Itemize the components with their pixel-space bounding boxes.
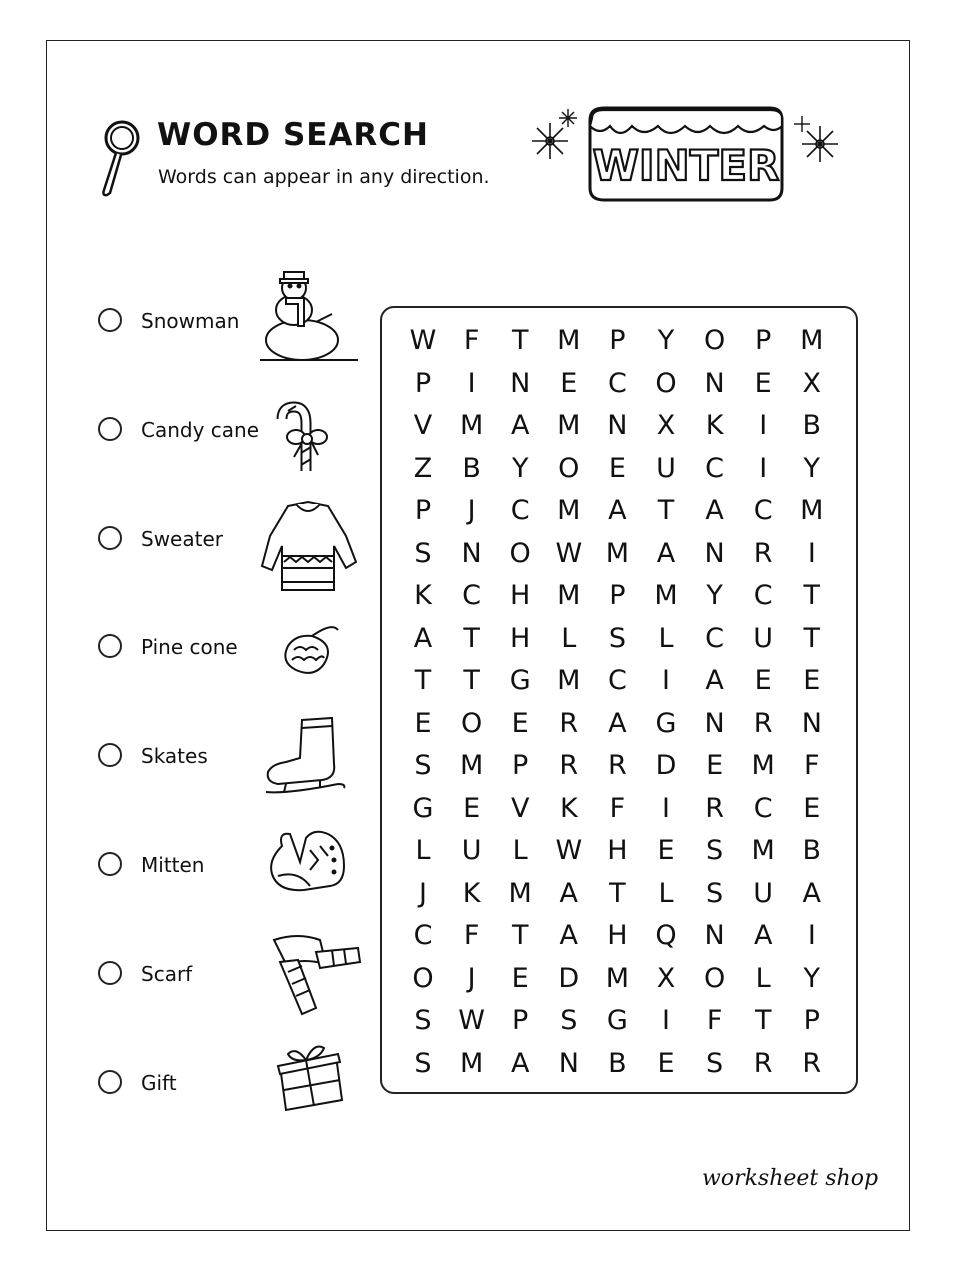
grid-letter[interactable]: E: [463, 792, 481, 824]
grid-letter[interactable]: S: [414, 537, 432, 569]
grid-letter[interactable]: X: [656, 962, 676, 994]
grid-letter[interactable]: S: [608, 622, 626, 654]
grid-letter[interactable]: M: [557, 495, 581, 526]
grid-letter[interactable]: P: [512, 1005, 529, 1036]
grid-row: [399, 788, 839, 830]
grid-letter[interactable]: E: [560, 367, 578, 399]
word-label: Skates: [141, 744, 208, 768]
grid-letter[interactable]: S: [414, 1047, 432, 1079]
grid-letter[interactable]: C: [705, 622, 725, 654]
grid-letter[interactable]: C: [753, 792, 773, 824]
grid-letter[interactable]: G: [655, 707, 677, 739]
grid-letter[interactable]: M: [557, 325, 581, 356]
winter-badge: [520, 96, 850, 206]
grid-row: [399, 363, 839, 405]
gift-icon: [258, 1038, 362, 1138]
grid-letter[interactable]: T: [609, 877, 626, 909]
word-item-pine-cone[interactable]: [98, 627, 278, 667]
grid-letter[interactable]: L: [658, 622, 674, 654]
grid-letter[interactable]: P: [803, 1005, 820, 1036]
grid-letter[interactable]: I: [759, 452, 768, 484]
word-label: Sweater: [141, 527, 223, 551]
grid-letter[interactable]: B: [462, 452, 481, 484]
grid-letter[interactable]: N: [510, 367, 531, 399]
grid-row: [399, 533, 839, 575]
grid-row: [399, 1043, 839, 1085]
grid-letter[interactable]: E: [803, 665, 821, 696]
grid-letter[interactable]: F: [706, 1005, 723, 1036]
grid-letter[interactable]: J: [467, 495, 476, 526]
grid-letter[interactable]: M: [605, 962, 630, 994]
grid-letter[interactable]: S: [414, 1005, 432, 1036]
grid-letter[interactable]: I: [662, 1005, 670, 1036]
grid-letter[interactable]: X: [802, 367, 822, 399]
grid-letter[interactable]: N: [461, 537, 482, 569]
grid-row: [399, 745, 839, 787]
grid-letter[interactable]: M: [459, 750, 484, 781]
grid-row: [399, 618, 839, 660]
grid-letter[interactable]: Y: [511, 452, 529, 484]
grid-letter[interactable]: S: [706, 1047, 724, 1079]
grid-letter[interactable]: Q: [655, 920, 677, 951]
grid-letter[interactable]: R: [802, 1047, 822, 1079]
snowflake-icon: [794, 116, 810, 132]
grid-letter[interactable]: R: [608, 750, 627, 781]
magnifying-glass-icon: [94, 118, 144, 198]
word-checkbox[interactable]: [98, 417, 122, 441]
word-checkbox[interactable]: [98, 634, 122, 658]
grid-letter[interactable]: K: [559, 792, 578, 824]
grid-letter[interactable]: R: [753, 537, 773, 569]
grid-letter[interactable]: C: [607, 665, 627, 696]
grid-letter[interactable]: K: [414, 580, 432, 611]
grid-letter[interactable]: C: [705, 452, 725, 484]
grid-letter[interactable]: F: [463, 325, 480, 356]
word-label: Snowman: [141, 309, 240, 333]
word-checkbox[interactable]: [98, 1070, 122, 1094]
grid-row: [399, 873, 839, 915]
grid-letter[interactable]: K: [462, 877, 481, 909]
grid-letter[interactable]: M: [557, 665, 581, 696]
grid-letter[interactable]: A: [705, 495, 724, 526]
grid-letter[interactable]: I: [467, 367, 476, 399]
grid-letter[interactable]: A: [705, 665, 724, 696]
word-item-candy-cane[interactable]: [98, 410, 278, 450]
grid-letter[interactable]: N: [558, 1047, 579, 1079]
grid-letter[interactable]: H: [510, 580, 531, 611]
grid-letter[interactable]: Y: [657, 325, 675, 356]
grid-letter[interactable]: N: [704, 367, 725, 399]
page-title: WORD SEARCH: [157, 117, 430, 153]
grid-letter[interactable]: A: [656, 537, 676, 569]
grid-letter[interactable]: A: [510, 1047, 530, 1079]
grid-letter[interactable]: E: [657, 1047, 675, 1079]
grid-letter[interactable]: O: [460, 707, 483, 739]
snowflake-icon: [802, 126, 838, 162]
grid-letter[interactable]: T: [754, 1005, 772, 1036]
grid-row: [399, 320, 839, 362]
grid-letter[interactable]: N: [607, 410, 628, 441]
grid-letter[interactable]: M: [557, 580, 581, 611]
grid-letter[interactable]: I: [662, 665, 670, 696]
grid-letter[interactable]: L: [755, 962, 771, 994]
grid-letter[interactable]: T: [511, 325, 529, 356]
grid-letter[interactable]: H: [607, 920, 628, 951]
grid-row: [399, 575, 839, 617]
grid-letter[interactable]: M: [800, 325, 824, 356]
grid-letter[interactable]: N: [704, 707, 725, 739]
grid-letter[interactable]: E: [511, 707, 529, 739]
skate-icon: [258, 712, 362, 812]
grid-letter[interactable]: V: [413, 410, 433, 441]
grid-letter[interactable]: L: [512, 835, 528, 866]
grid-letter[interactable]: T: [414, 665, 432, 696]
grid-letter[interactable]: O: [703, 962, 726, 994]
snowflake-icon: [532, 123, 568, 159]
grid-row: [399, 1000, 839, 1042]
word-label: Candy cane: [141, 418, 260, 442]
grid-letter[interactable]: F: [463, 920, 480, 951]
word-item-mitten[interactable]: [98, 845, 278, 885]
grid-letter[interactable]: E: [754, 367, 772, 399]
grid-letter[interactable]: M: [751, 835, 775, 866]
grid-letter[interactable]: I: [662, 792, 670, 824]
scarf-icon: [258, 928, 362, 1028]
grid-letter[interactable]: P: [414, 367, 432, 399]
page-subtitle: Words can appear in any direction.: [158, 166, 490, 188]
grid-letter[interactable]: E: [608, 452, 626, 484]
grid-letter[interactable]: O: [703, 325, 726, 356]
grid-letter[interactable]: E: [803, 792, 821, 824]
grid-letter[interactable]: K: [705, 410, 724, 441]
word-item-gift[interactable]: [98, 1063, 278, 1103]
grid-letter[interactable]: L: [561, 622, 577, 654]
word-item-sweater[interactable]: [98, 519, 278, 559]
grid-letter[interactable]: R: [559, 750, 579, 781]
grid-letter[interactable]: X: [656, 410, 676, 441]
grid-letter[interactable]: E: [657, 835, 675, 866]
grid-letter[interactable]: J: [419, 877, 427, 909]
grid-letter[interactable]: A: [753, 920, 773, 951]
grid-letter[interactable]: L: [415, 835, 431, 866]
grid-letter[interactable]: G: [606, 1005, 628, 1036]
grid-letter[interactable]: Y: [706, 580, 723, 611]
grid-letter[interactable]: I: [759, 410, 768, 441]
grid-letter[interactable]: G: [509, 665, 531, 696]
grid-letter[interactable]: M: [557, 410, 581, 441]
grid-letter[interactable]: T: [657, 495, 675, 526]
candy-cane-icon: [258, 393, 362, 493]
grid-letter[interactable]: B: [608, 1047, 627, 1079]
grid-letter[interactable]: F: [609, 792, 626, 824]
grid-letter[interactable]: D: [558, 962, 580, 994]
word-item-scarf[interactable]: [98, 954, 278, 994]
pine-cone-icon: [258, 606, 362, 706]
grid-letter[interactable]: S: [706, 835, 724, 866]
grid-letter[interactable]: I: [807, 537, 816, 569]
grid-letter[interactable]: S: [706, 877, 724, 909]
grid-letter[interactable]: M: [605, 537, 630, 569]
grid-letter[interactable]: E: [414, 707, 432, 739]
grid-letter[interactable]: Y: [803, 452, 821, 484]
grid-letter[interactable]: T: [463, 665, 480, 696]
grid-letter[interactable]: T: [803, 622, 821, 654]
grid-letter[interactable]: N: [704, 920, 725, 951]
grid-letter[interactable]: C: [510, 495, 530, 526]
grid-letter[interactable]: O: [412, 962, 434, 994]
grid-letter[interactable]: C: [462, 580, 482, 611]
word-checkbox[interactable]: [98, 526, 122, 550]
grid-letter[interactable]: T: [803, 580, 821, 611]
grid-letter[interactable]: O: [558, 452, 580, 484]
word-label: Mitten: [141, 853, 205, 877]
winter-badge-text: WINTER: [592, 141, 780, 190]
snowman-icon: [258, 262, 362, 362]
grid-letter[interactable]: B: [802, 835, 822, 866]
sweater-icon: [258, 496, 362, 596]
grid-letter[interactable]: P: [609, 580, 626, 611]
grid-letter[interactable]: O: [655, 367, 677, 399]
grid-row: [399, 958, 839, 1000]
grid-letter[interactable]: H: [510, 622, 531, 654]
grid-letter[interactable]: P: [755, 325, 772, 356]
grid-letter[interactable]: V: [510, 792, 530, 824]
word-checkbox[interactable]: [98, 852, 122, 876]
grid-letter[interactable]: U: [753, 622, 774, 654]
grid-letter[interactable]: W: [555, 537, 583, 569]
grid-letter[interactable]: S: [414, 750, 432, 781]
grid-letter[interactable]: B: [802, 410, 822, 441]
grid-letter[interactable]: W: [555, 835, 583, 866]
grid-letter[interactable]: A: [608, 707, 627, 739]
word-item-skates[interactable]: [98, 736, 278, 776]
grid-row: [399, 448, 839, 490]
grid-letter[interactable]: M: [654, 580, 678, 611]
grid-letter[interactable]: L: [658, 877, 674, 909]
grid-letter[interactable]: M: [508, 877, 532, 909]
grid-letter[interactable]: H: [607, 835, 628, 866]
grid-letter[interactable]: P: [414, 495, 432, 526]
grid-letter[interactable]: P: [609, 325, 626, 356]
grid-letter[interactable]: C: [607, 367, 627, 399]
grid-letter[interactable]: T: [511, 920, 529, 951]
grid-letter[interactable]: C: [413, 920, 433, 951]
mitten-icon: [258, 820, 362, 920]
grid-letter[interactable]: U: [656, 452, 676, 484]
grid-letter[interactable]: S: [560, 1005, 578, 1036]
grid-letter[interactable]: A: [413, 622, 433, 654]
grid-letter[interactable]: W: [409, 325, 437, 356]
grid-letter[interactable]: U: [461, 835, 482, 866]
grid-row: [399, 703, 839, 745]
grid-letter[interactable]: T: [463, 622, 480, 654]
grid-letter[interactable]: M: [459, 1047, 484, 1079]
grid-letter[interactable]: A: [510, 410, 530, 441]
grid-letter[interactable]: M: [751, 750, 775, 781]
word-checkbox[interactable]: [98, 743, 122, 767]
word-label: Gift: [141, 1071, 177, 1095]
grid-letter[interactable]: Z: [413, 452, 433, 484]
grid-letter[interactable]: G: [412, 792, 434, 824]
grid-letter[interactable]: A: [608, 495, 627, 526]
grid-letter[interactable]: O: [509, 537, 531, 569]
grid-row: [399, 830, 839, 872]
word-checkbox[interactable]: [98, 308, 122, 332]
grid-letter[interactable]: R: [753, 1047, 773, 1079]
snowflake-icon: [559, 109, 577, 127]
grid-letter[interactable]: C: [753, 580, 773, 611]
grid-letter[interactable]: J: [467, 962, 476, 994]
grid-letter[interactable]: R: [753, 707, 773, 739]
grid-row: [399, 405, 839, 447]
grid-row: [399, 490, 839, 532]
grid-letter[interactable]: W: [458, 1005, 485, 1036]
grid-letter[interactable]: R: [705, 792, 724, 824]
grid-letter[interactable]: U: [753, 877, 774, 909]
grid-letter[interactable]: I: [807, 920, 816, 951]
grid-letter[interactable]: A: [802, 877, 822, 909]
grid-row: [399, 915, 839, 957]
word-label: Scarf: [141, 962, 193, 986]
word-label: Pine cone: [141, 635, 238, 659]
grid-letter[interactable]: A: [559, 920, 579, 951]
grid-letter[interactable]: P: [512, 750, 529, 781]
grid-letter[interactable]: E: [754, 665, 772, 696]
grid-row: [399, 660, 839, 702]
grid-letter[interactable]: D: [655, 750, 677, 781]
grid-letter[interactable]: M: [459, 410, 484, 441]
grid-letter[interactable]: Y: [803, 962, 821, 994]
grid-letter[interactable]: E: [511, 962, 529, 994]
grid-letter[interactable]: C: [753, 495, 773, 526]
grid-letter[interactable]: M: [800, 495, 824, 526]
grid-letter[interactable]: R: [559, 707, 579, 739]
grid-letter[interactable]: F: [804, 750, 820, 781]
grid-letter[interactable]: N: [704, 537, 725, 569]
grid-letter[interactable]: N: [801, 707, 822, 739]
brand-signature: worksheet shop: [702, 1166, 879, 1191]
word-checkbox[interactable]: [98, 961, 122, 985]
grid-letter[interactable]: A: [559, 877, 579, 909]
word-item-snowman[interactable]: [98, 301, 278, 341]
grid-letter[interactable]: E: [706, 750, 724, 781]
